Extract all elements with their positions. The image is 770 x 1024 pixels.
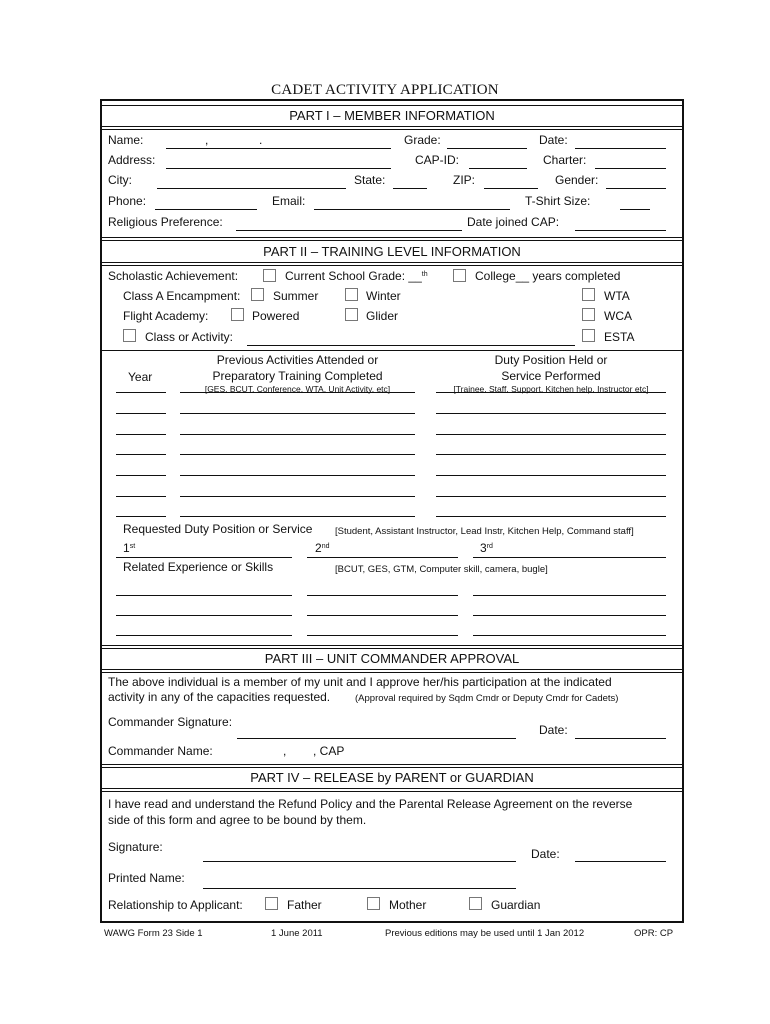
requested-duty-note: [Student, Assistant Instructor, Lead Instr, Kitchen Help, Command staff] [335, 526, 634, 537]
second-choice-label: 2nd [315, 541, 330, 555]
relationship-label: Relationship to Applicant: [108, 898, 243, 912]
section-divider [102, 788, 682, 789]
charter-label: Charter: [543, 153, 587, 167]
email-field[interactable] [314, 209, 510, 210]
zip-label: ZIP: [453, 173, 476, 187]
date-field[interactable] [575, 148, 666, 149]
father-label: Father [287, 898, 322, 912]
winter-label: Winter [366, 289, 401, 303]
mother-label: Mother [389, 898, 427, 912]
section-divider [102, 129, 682, 130]
year-field[interactable] [116, 496, 166, 497]
class-a-label: Class A Encampment: [123, 289, 241, 303]
name-field[interactable] [166, 148, 391, 149]
wta-label: WTA [604, 289, 630, 303]
footer-opr: OPR: CP [634, 928, 674, 939]
guardian-label: Guardian [491, 898, 541, 912]
college-checkbox[interactable] [453, 269, 466, 282]
section-divider [102, 262, 682, 263]
activity-field[interactable] [180, 434, 415, 435]
section-divider [102, 764, 682, 765]
related-experience-field[interactable] [307, 615, 458, 616]
zip-field[interactable] [484, 188, 538, 189]
email-label: Email: [272, 194, 306, 208]
section-divider [102, 237, 682, 238]
section-divider [102, 669, 682, 670]
col-duty-header-1: Duty Position Held or [494, 353, 608, 367]
related-experience-field[interactable] [307, 635, 458, 636]
phone-label: Phone: [108, 194, 147, 208]
activity-field[interactable] [180, 475, 415, 476]
state-field[interactable] [393, 188, 427, 189]
part1-header: PART I – MEMBER INFORMATION [289, 108, 495, 123]
address-field[interactable] [166, 168, 391, 169]
powered-label: Powered [252, 309, 300, 323]
section-divider [102, 265, 682, 266]
approval-text-line-1: The above individual is a member of my unit and I approve her/his participation at the indicated [108, 675, 612, 689]
scholastic-label: Scholastic Achievement: [108, 269, 239, 283]
release-text-line-2: side of this form and agree to be bound by them. [108, 813, 367, 827]
date-label: Date: [539, 133, 568, 147]
section-divider [102, 791, 682, 792]
college-label: College__ years completed [475, 269, 621, 283]
section-divider [102, 105, 682, 106]
esta-checkbox[interactable] [582, 329, 595, 342]
capid-field[interactable] [469, 168, 527, 169]
footer-editions: Previous editions may be used until 1 Jan 2012 [385, 928, 585, 939]
first-choice-field[interactable] [116, 557, 292, 558]
section-divider [102, 648, 682, 649]
glider-checkbox[interactable] [345, 308, 358, 321]
year-field[interactable] [116, 434, 166, 435]
father-checkbox[interactable] [265, 897, 278, 910]
date-joined-field[interactable] [575, 230, 666, 231]
col-year-header: Year [128, 370, 153, 384]
commander-date-field[interactable] [575, 738, 666, 739]
mother-checkbox[interactable] [367, 897, 380, 910]
city-field[interactable] [157, 188, 346, 189]
glider-label: Glider [366, 309, 399, 323]
commander-name-comma: , [283, 744, 287, 758]
approval-text-line-2: activity in any of the capacities requested. [108, 690, 331, 704]
year-field[interactable] [116, 392, 166, 393]
wta-checkbox[interactable] [582, 288, 595, 301]
related-experience-field[interactable] [473, 595, 666, 596]
address-label: Address: [108, 153, 156, 167]
commander-signature-field[interactable] [237, 738, 516, 739]
duty-field[interactable] [436, 516, 666, 517]
class-activity-checkbox[interactable] [123, 329, 136, 342]
related-experience-field[interactable] [116, 635, 292, 636]
grade-label: Grade: [404, 133, 441, 147]
parent-signature-field[interactable] [203, 861, 516, 862]
form-title: CADET ACTIVITY APPLICATION [271, 82, 499, 98]
religious-label: Religious Preference: [108, 215, 223, 229]
col-prev-header-2: Preparatory Training Completed [212, 369, 383, 383]
state-label: State: [354, 173, 386, 187]
current-grade-label: Current School Grade: __$^{th}$ [285, 269, 428, 283]
year-field[interactable] [116, 516, 166, 517]
section-divider [102, 672, 682, 673]
duty-field[interactable] [436, 475, 666, 476]
activity-field[interactable] [180, 454, 415, 455]
gender-label: Gender: [555, 173, 599, 187]
activity-field[interactable] [180, 496, 415, 497]
duty-field[interactable] [436, 454, 666, 455]
current-grade-checkbox[interactable] [263, 269, 276, 282]
class-activity-field[interactable] [247, 345, 575, 346]
capid-label: CAP-ID: [415, 153, 460, 167]
duty-field[interactable] [436, 434, 666, 435]
activity-field[interactable] [180, 516, 415, 517]
release-text-line-1: I have read and understand the Refund Policy and the Parental Release Agreement on the reverse [108, 797, 633, 811]
tshirt-label: T-Shirt Size: [525, 194, 591, 208]
section-divider [102, 645, 682, 646]
duty-field[interactable] [436, 413, 666, 414]
section-divider [102, 767, 682, 768]
second-choice-field[interactable] [307, 557, 458, 558]
date-joined-label: Date joined CAP: [467, 215, 560, 229]
powered-checkbox[interactable] [231, 308, 244, 321]
year-field[interactable] [116, 454, 166, 455]
year-field[interactable] [116, 413, 166, 414]
third-choice-field[interactable] [473, 557, 666, 558]
activity-field[interactable] [180, 413, 415, 414]
related-experience-field[interactable] [473, 615, 666, 616]
name-label: Name: [108, 133, 144, 147]
footer-date: 1 June 2011 [271, 928, 323, 939]
duty-field[interactable] [436, 496, 666, 497]
flight-academy-label: Flight Academy: [123, 309, 209, 323]
grade-field[interactable] [447, 148, 527, 149]
first-choice-label: 1st [123, 541, 136, 555]
tshirt-field[interactable] [620, 209, 650, 210]
col-prev-note: [GES, BCUT, Conference, WTA, Unit Activity, etc] [204, 384, 391, 394]
related-experience-note: [BCUT, GES, GTM, Computer skill, camera, bugle] [335, 564, 548, 575]
part4-header: PART IV – RELEASE by PARENT or GUARDIAN [250, 770, 534, 785]
city-label: City: [108, 173, 132, 187]
printed-name-label: Printed Name: [108, 871, 185, 885]
col-duty-note: [Trainee, Staff, Support, Kitchen help, Instructor etc] [453, 384, 649, 394]
winter-checkbox[interactable] [345, 288, 358, 301]
requested-duty-label: Requested Duty Position or Service [123, 522, 313, 536]
class-activity-label: Class or Activity: [145, 330, 234, 344]
commander-name-cap: , CAP [313, 744, 345, 758]
commander-signature-label: Commander Signature: [108, 715, 233, 729]
section-divider [102, 350, 682, 351]
related-experience-field[interactable] [116, 615, 292, 616]
related-experience-field[interactable] [116, 595, 292, 596]
related-experience-field[interactable] [307, 595, 458, 596]
guardian-checkbox[interactable] [469, 897, 482, 910]
section-divider [102, 126, 682, 127]
approval-note: (Approval required by Sqdm Cmdr or Deputy Cmdr for Cadets) [355, 693, 619, 704]
year-field[interactable] [116, 475, 166, 476]
summer-label: Summer [273, 289, 319, 303]
col-duty-header-2: Service Performed [501, 369, 601, 383]
name-dot: . [259, 133, 263, 147]
related-experience-field[interactable] [473, 635, 666, 636]
commander-name-label: Commander Name: [108, 744, 213, 758]
summer-checkbox[interactable] [251, 288, 264, 301]
duty-field[interactable] [436, 392, 666, 393]
parent-date-field[interactable] [575, 861, 666, 862]
footer-form-id: WAWG Form 23 Side 1 [104, 928, 203, 939]
gender-field[interactable] [606, 188, 666, 189]
third-choice-label: 3rd [480, 541, 493, 555]
printed-name-field[interactable] [203, 888, 516, 889]
phone-field[interactable] [155, 209, 257, 210]
charter-field[interactable] [595, 168, 666, 169]
parent-date-label: Date: [531, 847, 560, 861]
esta-label: ESTA [604, 330, 635, 344]
religious-field[interactable] [236, 230, 462, 231]
col-prev-header-1: Previous Activities Attended or [216, 353, 379, 367]
name-comma: , [205, 133, 209, 147]
wca-label: WCA [604, 309, 632, 323]
part3-header: PART III – UNIT COMMANDER APPROVAL [264, 651, 520, 666]
related-experience-label: Related Experience or Skills [123, 560, 274, 574]
commander-date-label: Date: [539, 723, 568, 737]
section-divider [102, 240, 682, 241]
part2-header: PART II – TRAINING LEVEL INFORMATION [263, 244, 521, 259]
activity-field[interactable] [180, 392, 415, 393]
parent-signature-label: Signature: [108, 840, 163, 854]
wca-checkbox[interactable] [582, 308, 595, 321]
